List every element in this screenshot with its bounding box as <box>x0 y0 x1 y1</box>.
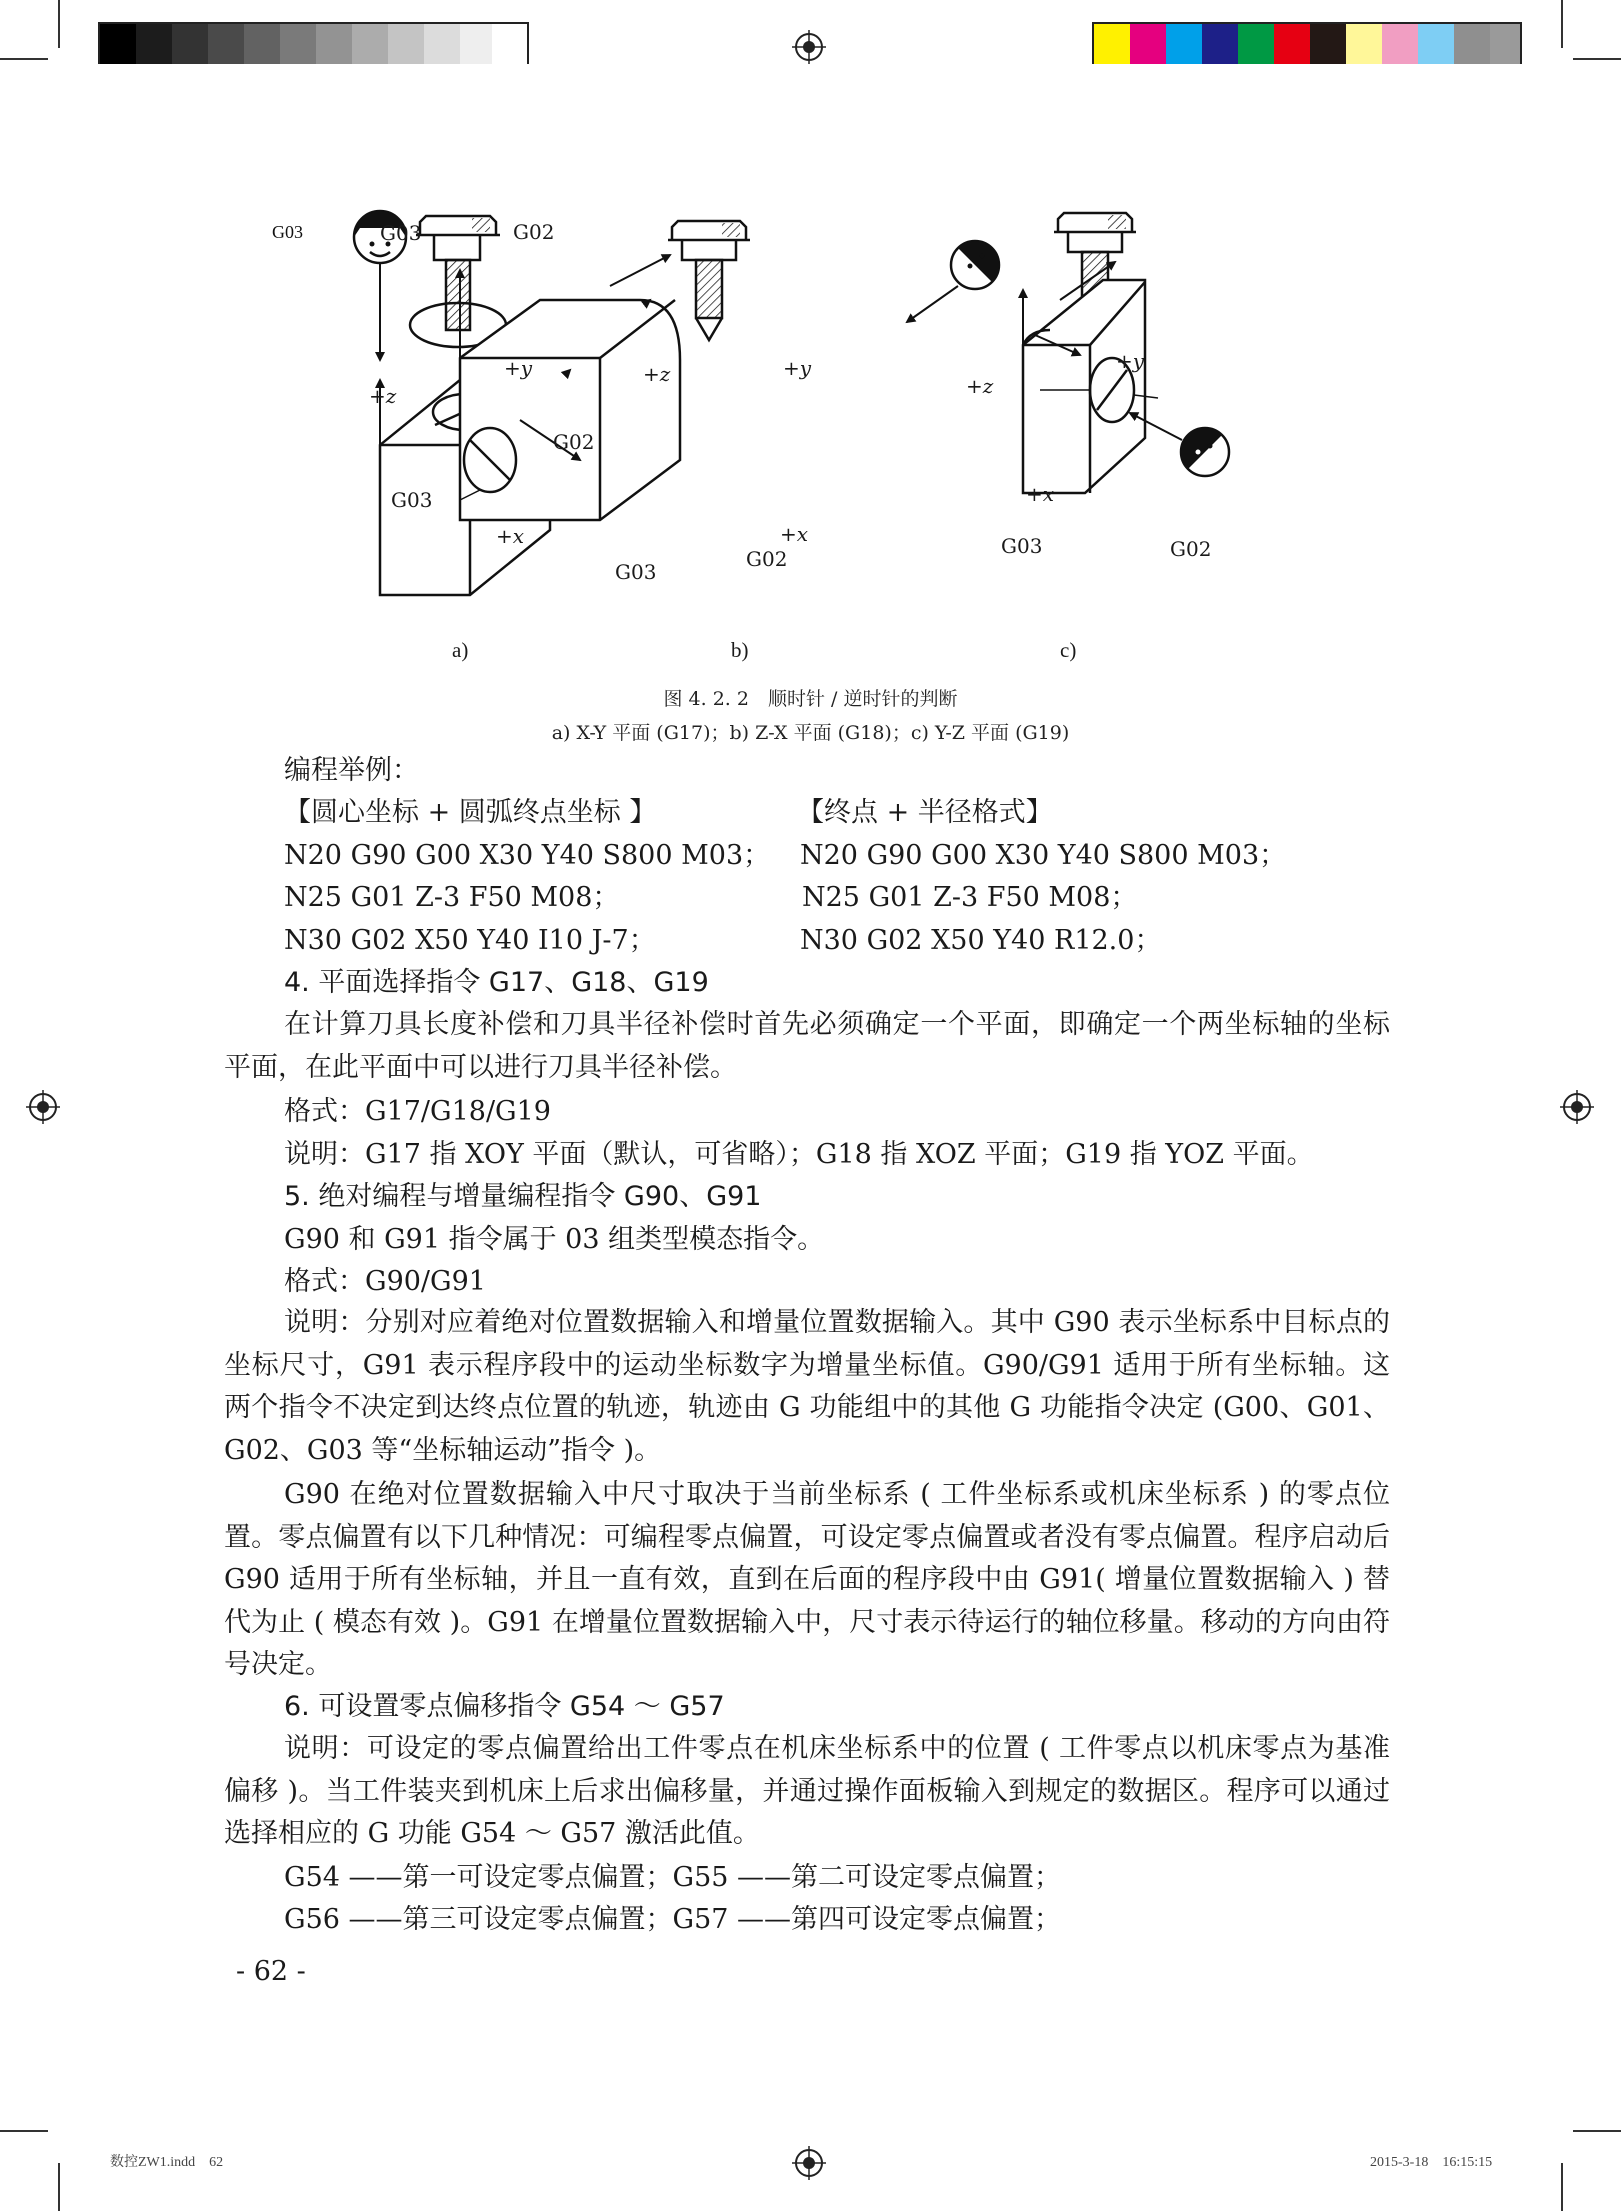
registration-mark-icon <box>792 30 826 64</box>
gray-swatch <box>100 24 136 64</box>
crop-mark <box>58 2163 60 2211</box>
label-b-g02: G02 <box>746 547 788 571</box>
color-swatch <box>1418 24 1454 64</box>
color-swatch <box>1238 24 1274 64</box>
label-c-g02: G02 <box>1170 537 1212 561</box>
color-swatch <box>1202 24 1238 64</box>
crop-mark <box>1573 58 1621 60</box>
color-swatch <box>1166 24 1202 64</box>
gray-swatch <box>208 24 244 64</box>
panel-label-b: b) <box>731 638 749 662</box>
format-5: 格式：G90/G91 <box>284 1266 486 1297</box>
label-c-x: +x <box>1026 482 1055 506</box>
page-number: - 62 - <box>236 1956 306 1987</box>
label-c-g03: G03 <box>1001 534 1043 558</box>
crop-mark <box>0 58 48 60</box>
note-4: 说明：G17 指 XOY 平面（默认，可省略）；G18 指 XOZ 平面；G19 指 YOZ 平面。 <box>284 1139 1314 1170</box>
label-a-g02-side: G02 <box>553 430 595 454</box>
figure-caption-title: 图 4. 2. 2 顺时针 / 逆时针的判断 <box>663 688 958 710</box>
format-4: 格式：G17/G18/G19 <box>284 1096 551 1127</box>
figure-caption-subtitle: a) X-Y 平面 (G17)；b) Z-X 平面 (G18)；c) Y-Z 平面 (G19) <box>551 722 1070 744</box>
left-col-line: N20 G90 G00 X30 Y40 S800 M03； <box>284 840 771 871</box>
color-swatch <box>1346 24 1382 64</box>
crop-mark <box>1561 2163 1563 2211</box>
color-swatch <box>1310 24 1346 64</box>
right-col-header: 【终点 + 半径格式】 <box>797 797 1053 828</box>
right-col-line: N30 G02 X50 Y40 R12.0； <box>800 925 1162 956</box>
crop-mark <box>1573 2130 1621 2132</box>
label-b-y: +y <box>783 356 812 380</box>
offset-line-2: G56 ——第三可设定零点偏置；G57 ——第四可设定零点偏置； <box>284 1904 1062 1935</box>
figure-illustration <box>272 200 1290 670</box>
gray-swatch <box>280 24 316 64</box>
left-col-line: N30 G02 X50 Y40 I10 J-7； <box>284 925 656 956</box>
example-title: 编程举例： <box>284 755 419 786</box>
crop-mark <box>0 2130 48 2132</box>
label-c-z: +z <box>966 374 994 398</box>
offset-line-1: G54 ——第一可设定零点偏置；G55 ——第二可设定零点偏置； <box>284 1862 1062 1893</box>
gray-swatch <box>136 24 172 64</box>
label-a-g02: G02 <box>513 220 555 244</box>
left-col-header: 【圆心坐标 + 圆弧终点坐标 】 <box>284 797 657 828</box>
label-b-z: +z <box>643 362 671 386</box>
section-heading-5: 5. 绝对编程与增量编程指令 G90、G91 <box>284 1181 762 1212</box>
crop-mark <box>1561 0 1563 48</box>
paragraph-4: 在计算刀具长度补偿和刀具半径补偿时首先必须确定一个平面，即确定一个两坐标轴的坐标平面，在此平面中可以进行刀具半径补偿。 <box>224 1009 1390 1083</box>
footer-file: 数控ZW1.indd 62 <box>110 2155 224 2170</box>
registration-mark-icon <box>26 1090 60 1124</box>
gray-swatch <box>492 24 527 64</box>
left-col-line: N25 G01 Z-3 F50 M08； <box>284 882 620 913</box>
label-g03: G03 <box>272 222 303 242</box>
paragraph-5b: 说明：分别对应着绝对位置数据输入和增量位置数据输入。其中 G90 表示坐标系中目标点的坐标尺寸，G91 表示程序段中的运动坐标数字为增量坐标值。G90/G91 适用于所有坐标轴。这两个指令不决定到达终点位置的轨迹，轨迹由 G 功能组中的其他 G 功能指令决定 (G00、G01、G02、G03 等“坐标轴运动”指令 )。 <box>224 1307 1390 1466</box>
gray-swatch <box>388 24 424 64</box>
right-col-line: N25 G01 Z-3 F50 M08； <box>802 882 1138 913</box>
gray-swatch <box>244 24 280 64</box>
gray-swatch <box>316 24 352 64</box>
color-swatch <box>1490 24 1520 64</box>
color-swatch <box>1094 24 1130 64</box>
right-col-line: N20 G90 G00 X30 Y40 S800 M03； <box>800 840 1287 871</box>
paragraph-6: 说明：可设定的零点偏置给出工件零点在机床坐标系中的位置 ( 工件零点以机床零点为基准偏移 )。当工件装夹到机床上后求出偏移量，并通过操作面板输入到规定的数据区。程序可以通过选择相应的 G 功能 G54 ～ G57 激活此值。 <box>224 1733 1390 1849</box>
gray-swatch <box>172 24 208 64</box>
label-a-g03-face: G03 <box>391 488 433 512</box>
color-swatch <box>1274 24 1310 64</box>
panel-label-a: a) <box>452 638 469 662</box>
color-swatch <box>1382 24 1418 64</box>
paragraph-5c: G90 在绝对位置数据输入中尺寸取决于当前坐标系 ( 工件坐标系或机床坐标系 ) 的零点位置。零点偏置有以下几种情况：可编程零点偏置，可设定零点偏置或者没有零点偏置。程序启动后 G90 适用于所有坐标轴，并且一直有效，直到在后面的程序段中由 G91( 增量位置数据输入 ) 替代为止 ( 模态有效 )。G91 在增量位置数据输入中，尺寸表示待运行的轴位移量。移动的方向由符号决定。 <box>224 1479 1390 1680</box>
gray-swatch <box>460 24 496 64</box>
color-swatch <box>1130 24 1166 64</box>
label-a-g03: G03 <box>380 221 422 245</box>
label-b-x: +x <box>780 522 809 546</box>
label-a-x: +x <box>496 524 525 548</box>
section-heading-6: 6. 可设置零点偏移指令 G54 ～ G57 <box>284 1691 725 1722</box>
section-heading-4: 4. 平面选择指令 G17、G18、G19 <box>284 967 709 998</box>
label-a-y: +y <box>504 356 533 380</box>
gray-swatch <box>424 24 460 64</box>
paragraph-5a: G90 和 G91 指令属于 03 组类型模态指令。 <box>284 1224 825 1255</box>
registration-mark-icon <box>792 2146 826 2180</box>
crop-mark <box>58 0 60 48</box>
label-a-z: +z <box>369 384 397 408</box>
footer-timestamp: 2015-3-18 16:15:15 <box>1370 2155 1493 2170</box>
label-c-y: +y <box>1116 349 1145 373</box>
label-b-g03: G03 <box>615 560 657 584</box>
registration-mark-icon <box>1560 1090 1594 1124</box>
color-swatch <box>1454 24 1490 64</box>
gray-swatch <box>352 24 388 64</box>
panel-label-c: c) <box>1060 638 1077 662</box>
